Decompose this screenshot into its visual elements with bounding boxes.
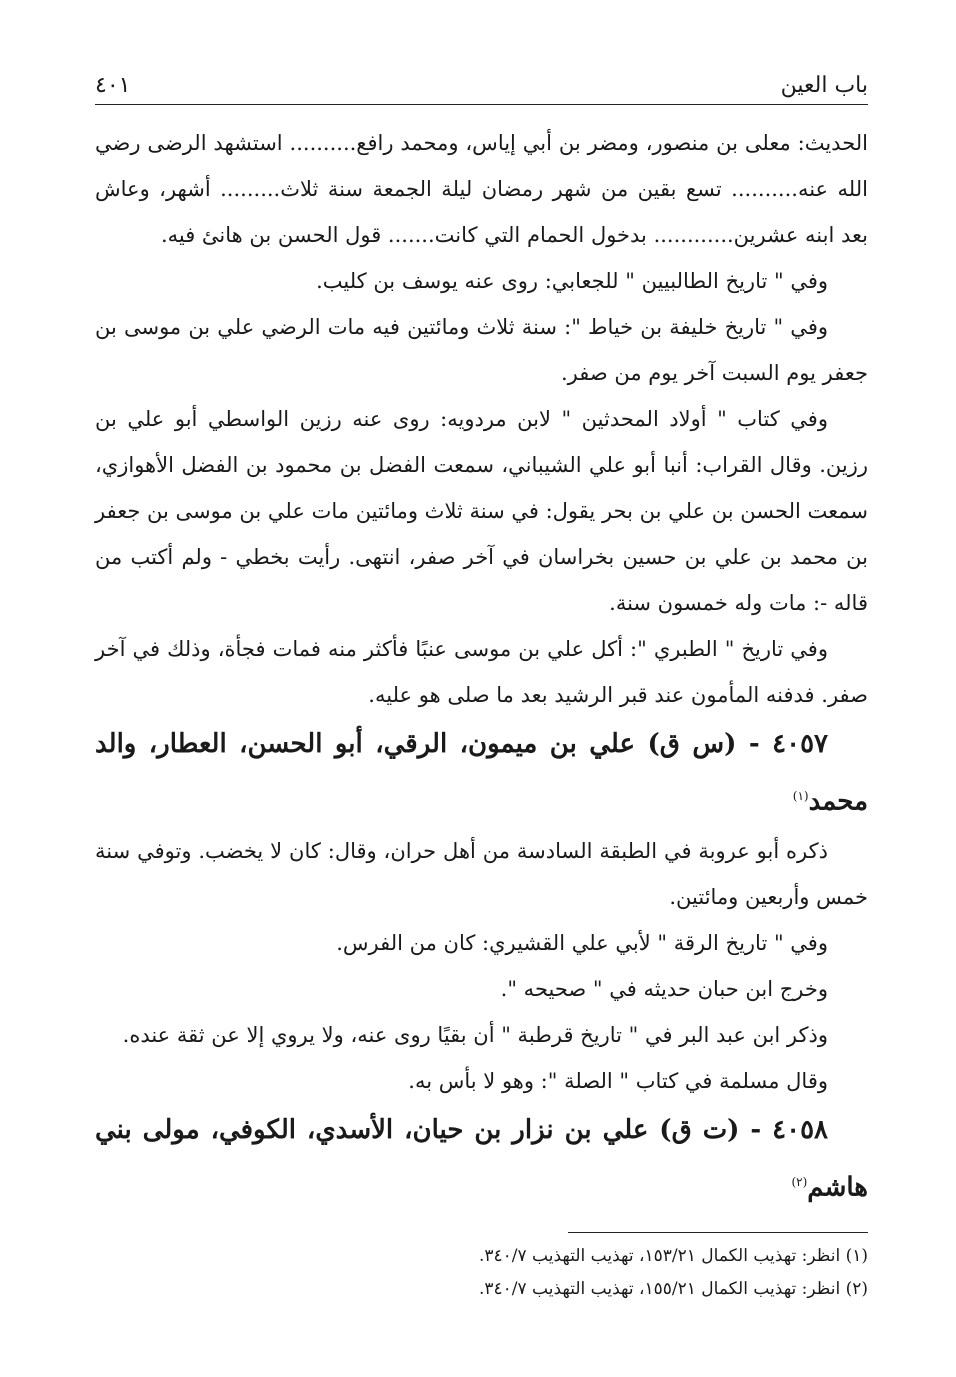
paragraph-raqqa: وفي " تاريخ الرقة " لأبي علي القشيري: كان من الفرس.	[336, 930, 828, 955]
paragraph-awlad-muhaddithin: وفي كتاب " أولاد المحدثين " لابن مردويه: روى عنه رزين الواسطي أبو علي بن رزين. وقال القراب: أنبا أبو علي الشيباني، سمعت الفضل بن محمود بن الفضل الأهوازي، سمعت الحسن بن علي بن بحر يقول: في سنة ثلاث ومائتين مات علي بن موسى بن جعفر بن محمد بن علي بن حسين بخراسان في آخر صفر، انتهى. رأيت بخطي - ولم أكتب من قاله -: مات وله خمسون سنة.	[95, 407, 868, 615]
paragraph-tabari: وفي تاريخ " الطبري ": أكل علي بن موسى عنبًا فأكثر منه فمات فجأة، وذلك في آخر صفر. فدفنه المأمون عند قبر الرشيد بعد ما صلى هو عليه.	[95, 637, 868, 707]
paragraph-hadith-continuation: الحديث: معلى بن منصور، ومضر بن أبي إياس، ومحمد رافع.......... استشهد الرضى رضي الله عنه.......... تسع بقين من شهر رمضان ليلة الجمعة سنة ثلاث......... أشهر، وعاش بعد ابنه عشرين............ بدخول الحمام التي كانت....... قول الحسن بن هانئ فيه.	[95, 131, 868, 247]
footnotes	[95, 1240, 868, 1306]
page-body	[95, 120, 868, 1213]
paragraph-talibiyyin: وفي " تاريخ الطالبيين " للجعابي: روى عنه يوسف بن كليب.	[316, 269, 828, 293]
footnote-1: (١) انظر: تهذيب الكمال ١٥٣/٢١، تهذيب التهذيب ٣٤٠/٧.	[478, 1246, 868, 1266]
paragraph-khalifa: وفي " تاريخ خليفة بن خياط ": سنة ثلاث ومائتين فيه مات الرضي علي بن موسى بن جعفر يوم السبت آخر يوم من صفر.	[95, 315, 868, 385]
entry-heading-4057	[95, 718, 868, 828]
page-number: ٤٠١	[95, 73, 131, 98]
footnote-divider	[568, 1232, 868, 1233]
footnote-ref-1: (١)	[792, 789, 809, 803]
entry-title: ٤٠٥٧ - (س ق) علي بن ميمون، الرقي، أبو الحسن، العطار، والد محمد	[95, 729, 868, 817]
footnote-2: (٢) انظر: تهذيب الكمال ١٥٥/٢١، تهذيب التهذيب ٣٤٠/٧.	[478, 1279, 868, 1299]
entry-heading-4058	[95, 1104, 868, 1214]
paragraph-ibn-abd-al-barr: وذكر ابن عبد البر في " تاريخ قرطبة " أن بقيًا روى عنه، ولا يروي إلا عن ثقة عنده.	[122, 1022, 828, 1047]
paragraph-maslama: وقال مسلمة في كتاب " الصلة ": وهو لا بأس به.	[408, 1068, 828, 1093]
paragraph-ibn-hibban: وخرج ابن حبان حديثه في " صحيحه ".	[500, 976, 828, 1001]
footnote-ref-2: (٢)	[791, 1174, 808, 1189]
header-divider	[95, 104, 868, 105]
paragraph-abu-aruba: ذكره أبو عروبة في الطبقة السادسة من أهل حران، وقال: كان لا يخضب. وتوفي سنة خمس وأربعين ومائتين.	[95, 838, 868, 909]
page-header	[95, 58, 868, 98]
entry-title: ٤٠٥٨ - (ت ق) علي بن نزار بن حيان، الأسدي، الكوفي، مولى بني هاشم	[95, 1114, 868, 1203]
section-title: باب العين	[780, 73, 868, 98]
